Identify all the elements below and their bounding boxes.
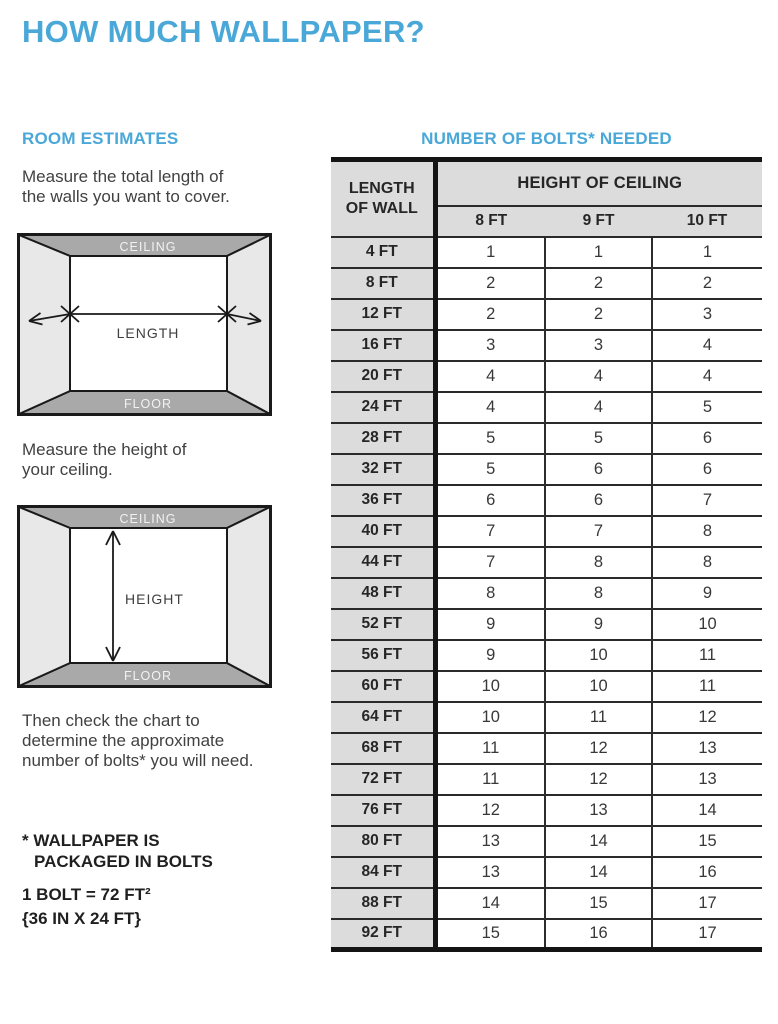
wall-length-label: 20 FT	[331, 361, 435, 392]
wall-length-label: 84 FT	[331, 857, 435, 888]
wall-length-label: 32 FT	[331, 454, 435, 485]
length-label: LENGTH	[116, 325, 180, 341]
height-label: HEIGHT	[125, 591, 184, 607]
table-row	[331, 609, 762, 640]
bolt-count-cell: 10	[545, 640, 652, 671]
check-chart-paragraph	[22, 711, 254, 771]
bolt-count-cell: 3	[435, 330, 545, 361]
col-header-10ft: 10 FT	[652, 206, 762, 237]
col-header-8ft: 8 FT	[435, 206, 545, 237]
paragraph-line: Then check the chart to	[22, 711, 200, 730]
bolt-count-cell: 8	[652, 516, 762, 547]
bolt-count-cell: 5	[545, 423, 652, 454]
wall-length-label: 28 FT	[331, 423, 435, 454]
wall-length-label: 56 FT	[331, 640, 435, 671]
bolt-count-cell: 14	[435, 888, 545, 919]
bolt-count-cell: 5	[435, 454, 545, 485]
bolt-count-cell: 11	[545, 702, 652, 733]
bolt-count-cell: 1	[435, 237, 545, 268]
wall-length-label: 8 FT	[331, 268, 435, 299]
bolt-count-cell: 8	[545, 578, 652, 609]
bolt-count-cell: 13	[652, 764, 762, 795]
floor-label: FLOOR	[123, 669, 173, 683]
bolt-count-cell: 11	[652, 671, 762, 702]
room-length-diagram	[17, 233, 272, 416]
table-row	[331, 671, 762, 702]
bolt-count-cell: 4	[545, 392, 652, 423]
wall-length-label: 92 FT	[331, 919, 435, 950]
bolt-count-cell: 12	[545, 733, 652, 764]
bolt-count-cell: 10	[545, 671, 652, 702]
wall-length-label: 68 FT	[331, 733, 435, 764]
paragraph-line: your ceiling.	[22, 460, 113, 479]
bolt-count-cell: 2	[435, 268, 545, 299]
bolt-count-cell: 4	[652, 361, 762, 392]
bolt-count-cell: 15	[545, 888, 652, 919]
room-height-diagram	[17, 505, 272, 688]
bolt-count-cell: 4	[435, 361, 545, 392]
table-row	[331, 702, 762, 733]
wall-length-label: 24 FT	[331, 392, 435, 423]
table-row	[331, 826, 762, 857]
bolt-count-cell: 4	[545, 361, 652, 392]
bolts-needed-heading: NUMBER OF BOLTS* NEEDED	[421, 129, 672, 148]
bolt-count-cell: 17	[652, 919, 762, 950]
table-row	[331, 516, 762, 547]
bolt-count-cell: 6	[435, 485, 545, 516]
wall-length-label: 12 FT	[331, 299, 435, 330]
table-row	[331, 299, 762, 330]
ceiling-label: CEILING	[119, 240, 177, 254]
bolt-count-cell: 4	[652, 330, 762, 361]
bolt-count-cell: 9	[435, 640, 545, 671]
wall-length-label: 76 FT	[331, 795, 435, 826]
bolt-count-cell: 16	[652, 857, 762, 888]
bolt-count-cell: 8	[652, 547, 762, 578]
bolt-count-cell: 7	[435, 547, 545, 578]
bolt-count-cell: 6	[545, 485, 652, 516]
wall-length-label: 72 FT	[331, 764, 435, 795]
bolt-count-cell: 14	[652, 795, 762, 826]
table-row	[331, 857, 762, 888]
wall-length-label: 60 FT	[331, 671, 435, 702]
bolt-equation: 1 BOLT = 72 FT²	[22, 885, 151, 904]
bolt-count-cell: 6	[545, 454, 652, 485]
floor-label: FLOOR	[123, 397, 173, 411]
header-line: LENGTH	[348, 179, 415, 197]
bolt-count-cell: 2	[652, 268, 762, 299]
table-row	[331, 888, 762, 919]
bolt-count-cell: 14	[545, 857, 652, 888]
paragraph-line: determine the approximate	[22, 731, 225, 750]
bolt-count-cell: 3	[545, 330, 652, 361]
wallpaper-bolts-footnote	[22, 830, 213, 872]
bolt-count-cell: 9	[435, 609, 545, 640]
wall-length-label: 88 FT	[331, 888, 435, 919]
length-of-wall-header	[331, 160, 435, 237]
bolts-table	[331, 157, 762, 952]
header-line: OF WALL	[345, 199, 418, 217]
bolt-count-cell: 5	[652, 392, 762, 423]
paragraph-line: Measure the total length of	[22, 167, 224, 186]
bolt-count-cell: 7	[435, 516, 545, 547]
bolt-count-cell: 7	[545, 516, 652, 547]
bolt-count-cell: 12	[545, 764, 652, 795]
bolt-count-cell: 11	[435, 764, 545, 795]
bolt-count-cell: 15	[652, 826, 762, 857]
footnote-line: * WALLPAPER IS	[22, 831, 160, 850]
bolt-count-cell: 9	[652, 578, 762, 609]
table-row	[331, 547, 762, 578]
footnote-line: PACKAGED IN BOLTS	[34, 852, 213, 871]
table-row	[331, 454, 762, 485]
table-row	[331, 392, 762, 423]
table-row	[331, 764, 762, 795]
page-title: HOW MUCH WALLPAPER?	[22, 14, 425, 49]
bolt-count-cell: 13	[545, 795, 652, 826]
measure-length-paragraph	[22, 167, 230, 207]
bolt-count-cell: 13	[435, 826, 545, 857]
bolt-count-cell: 2	[545, 299, 652, 330]
bolt-count-cell: 2	[545, 268, 652, 299]
wall-length-label: 4 FT	[331, 237, 435, 268]
wall-length-label: 64 FT	[331, 702, 435, 733]
bolt-count-cell: 6	[652, 454, 762, 485]
bolt-count-cell: 8	[545, 547, 652, 578]
right-wall	[227, 507, 270, 686]
bolt-count-cell: 8	[435, 578, 545, 609]
bolt-count-cell: 17	[652, 888, 762, 919]
paragraph-line: Measure the height of	[22, 440, 187, 459]
wall-length-label: 52 FT	[331, 609, 435, 640]
paragraph-line: number of bolts* you will need.	[22, 751, 254, 770]
table-row	[331, 268, 762, 299]
wall-length-label: 48 FT	[331, 578, 435, 609]
bolt-count-cell: 11	[652, 640, 762, 671]
bolt-count-cell: 3	[652, 299, 762, 330]
bolt-count-cell: 13	[435, 857, 545, 888]
bolt-count-cell: 12	[435, 795, 545, 826]
bolt-count-cell: 7	[652, 485, 762, 516]
bolt-count-cell: 1	[652, 237, 762, 268]
bolt-dimensions: {36 IN X 24 FT}	[22, 909, 142, 928]
bolt-count-cell: 12	[652, 702, 762, 733]
table-row	[331, 640, 762, 671]
table-row	[331, 330, 762, 361]
bolt-count-cell: 14	[545, 826, 652, 857]
bolt-count-cell: 10	[435, 702, 545, 733]
measure-height-paragraph	[22, 440, 186, 480]
ceiling-label: CEILING	[119, 512, 177, 526]
bolt-count-cell: 13	[652, 733, 762, 764]
bolt-count-cell: 6	[652, 423, 762, 454]
bolt-count-cell: 10	[652, 609, 762, 640]
bolt-count-cell: 15	[435, 919, 545, 950]
bolt-count-cell: 4	[435, 392, 545, 423]
bolt-count-cell: 11	[435, 733, 545, 764]
bolt-count-cell: 5	[435, 423, 545, 454]
paragraph-line: the walls you want to cover.	[22, 187, 230, 206]
wall-length-label: 80 FT	[331, 826, 435, 857]
table-row	[331, 485, 762, 516]
bolt-count-cell: 2	[435, 299, 545, 330]
wall-length-label: 40 FT	[331, 516, 435, 547]
height-of-ceiling-header: HEIGHT OF CEILING	[435, 160, 762, 206]
bolt-size-note	[22, 883, 151, 931]
table-row	[331, 795, 762, 826]
table-row	[331, 733, 762, 764]
bolt-count-cell: 1	[545, 237, 652, 268]
table-row	[331, 578, 762, 609]
table-row	[331, 237, 762, 268]
room-estimates-heading: ROOM ESTIMATES	[22, 129, 179, 148]
bolt-count-cell: 10	[435, 671, 545, 702]
back-wall	[70, 256, 227, 391]
left-wall	[19, 507, 70, 686]
wall-length-label: 44 FT	[331, 547, 435, 578]
col-header-9ft: 9 FT	[545, 206, 652, 237]
table-row	[331, 919, 762, 950]
left-wall	[19, 235, 70, 414]
wall-length-label: 36 FT	[331, 485, 435, 516]
table-row	[331, 361, 762, 392]
table-row	[331, 423, 762, 454]
wall-length-label: 16 FT	[331, 330, 435, 361]
bolt-count-cell: 16	[545, 919, 652, 950]
bolt-count-cell: 9	[545, 609, 652, 640]
